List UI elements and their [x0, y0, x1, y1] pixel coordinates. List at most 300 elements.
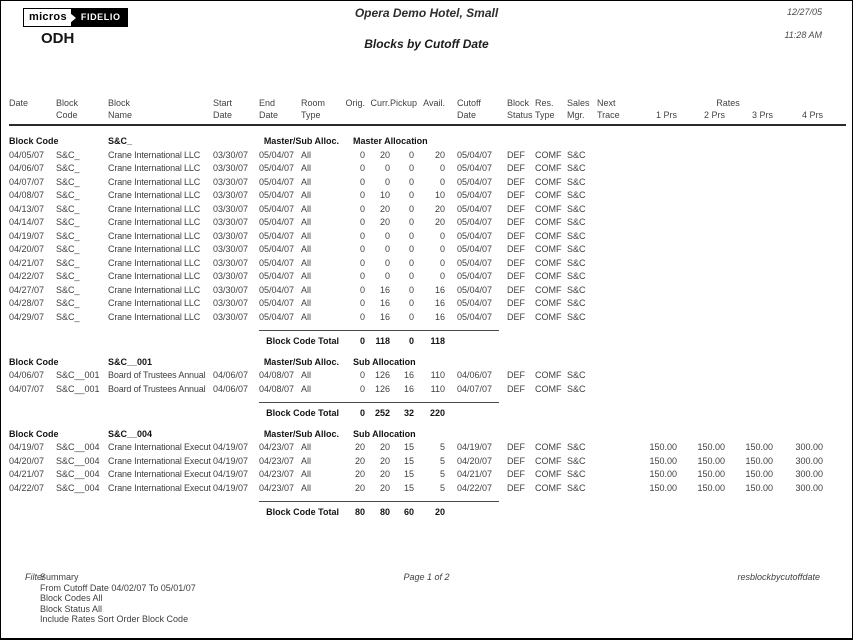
- data-row: [9, 216, 846, 230]
- cell-code: S&C_: [56, 271, 80, 281]
- cell-rate-2prs: [677, 311, 725, 325]
- cell-status: DEF: [507, 469, 525, 479]
- data-row: [9, 230, 846, 244]
- filter-summary-line: Block Codes All: [40, 593, 103, 603]
- cell-mgr: S&C: [567, 482, 586, 493]
- logo-micros-segment: micros: [24, 9, 71, 26]
- column-header-name-line2: Name: [108, 109, 213, 125]
- cell-rate-4prs: [773, 297, 823, 311]
- group-alloc-label: Master/Sub Alloc.: [263, 428, 339, 439]
- report-body: [1, 97, 852, 518]
- cell-mgr: S&C: [567, 190, 586, 200]
- cell-pickup: 15: [403, 455, 414, 466]
- cell-code: S&C__004: [56, 482, 100, 493]
- cell-trace: [597, 369, 633, 383]
- cell-start: 04/19/07: [213, 442, 249, 452]
- cell-name: Crane International LLC: [108, 190, 201, 200]
- cell-orig: 0: [359, 271, 365, 281]
- cell-pickup: 0: [408, 190, 414, 200]
- cell-date: 04/20/07: [9, 455, 45, 466]
- cell-cutoff: 05/04/07: [457, 271, 493, 281]
- cell-rate-1prs: [633, 162, 677, 176]
- total-line-end: [445, 501, 499, 518]
- cell-end: 05/04/07: [259, 230, 295, 241]
- column-header-code-line2: Code: [56, 109, 108, 125]
- cell-cutoff: 05/04/07: [457, 244, 493, 254]
- column-header-status-line2: Status: [499, 109, 533, 125]
- cell-date: 04/22/07: [9, 482, 45, 493]
- cell-room: All: [301, 149, 312, 160]
- total-label: Block Code Total: [259, 402, 343, 419]
- data-row: [9, 383, 846, 397]
- cell-trace: [597, 216, 633, 230]
- cell-mgr: S&C: [567, 383, 586, 394]
- cell-rate-2prs: 150.00: [697, 442, 725, 452]
- cell-status: DEF: [507, 190, 525, 200]
- block-code-total-row: [9, 501, 846, 518]
- cell-rate-4prs: [773, 162, 823, 176]
- cell-rate-1prs: [633, 243, 677, 257]
- cell-rate-4prs: [773, 243, 823, 257]
- cell-end: 04/23/07: [259, 455, 295, 466]
- cell-cutoff: 05/04/07: [457, 203, 493, 214]
- cell-rate-1prs: [633, 203, 677, 217]
- cell-date: 04/06/07: [9, 370, 45, 380]
- cell-mgr: S&C: [567, 284, 586, 295]
- cell-room: All: [301, 163, 312, 173]
- cell-mgr: S&C: [567, 370, 586, 380]
- column-header-trace-line2: Trace: [597, 109, 633, 125]
- cell-avail: 20: [434, 203, 445, 214]
- cell-code: S&C_: [56, 176, 80, 187]
- cell-code: S&C__004: [56, 442, 100, 452]
- cell-rate-4prs: [773, 203, 823, 217]
- cell-date: 04/08/07: [9, 190, 45, 200]
- cell-rate-4prs: 300.00: [795, 482, 824, 493]
- cell-date: 04/28/07: [9, 298, 45, 308]
- cell-status: DEF: [507, 203, 525, 214]
- cell-avail: 110: [430, 383, 445, 394]
- cell-curr: 126: [374, 383, 390, 394]
- cell-rate-2prs: [677, 189, 725, 203]
- cell-trace: [597, 297, 633, 311]
- cell-start: 04/19/07: [213, 469, 249, 479]
- data-row: [9, 162, 846, 176]
- cell-curr: 0: [384, 163, 390, 173]
- cell-curr: 0: [384, 230, 390, 241]
- cell-rate-2prs: [677, 243, 725, 257]
- cell-avail: 0: [439, 230, 445, 241]
- cell-res: COMF: [535, 271, 562, 281]
- data-row: [9, 311, 846, 325]
- cell-room: All: [301, 244, 312, 254]
- cell-res: COMF: [535, 149, 562, 160]
- cell-status: DEF: [507, 383, 525, 394]
- cell-trace: [597, 270, 633, 284]
- column-header-pickup-line2: [390, 109, 414, 125]
- cell-status: DEF: [507, 176, 525, 187]
- cell-curr: 20: [379, 217, 390, 227]
- cell-start: 03/30/07: [213, 230, 249, 241]
- cell-status: DEF: [507, 271, 525, 281]
- total-avail: 220: [414, 402, 445, 419]
- cell-rate-1prs: [633, 311, 677, 325]
- cell-rate-3prs: [725, 383, 773, 397]
- cell-status: DEF: [507, 217, 525, 227]
- cell-date: 04/21/07: [9, 257, 45, 268]
- cell-end: 04/23/07: [259, 482, 295, 493]
- cell-status: DEF: [507, 163, 525, 173]
- cell-rate-1prs: [633, 383, 677, 397]
- cell-status: DEF: [507, 442, 525, 452]
- column-header-rate-2prs-line2: 2 Prs: [677, 109, 725, 125]
- cell-orig: 20: [354, 455, 365, 466]
- group-alloc-type: Sub Allocation: [353, 428, 416, 439]
- cell-name: Crane International Execut: [108, 469, 211, 479]
- cell-cutoff: 04/22/07: [457, 482, 493, 493]
- cell-start: 03/30/07: [213, 163, 249, 173]
- cell-date: 04/29/07: [9, 311, 45, 322]
- cell-orig: 0: [359, 257, 365, 268]
- group-alloc-type: Master Allocation: [353, 136, 428, 146]
- cell-cutoff: 05/04/07: [457, 230, 493, 241]
- cell-mgr: S&C: [567, 442, 586, 452]
- cell-end: 05/04/07: [259, 176, 295, 187]
- cell-curr: 0: [384, 244, 390, 254]
- cell-orig: 0: [359, 203, 365, 214]
- cell-start: 03/30/07: [213, 217, 249, 227]
- total-lead-spacer: [9, 501, 259, 518]
- cell-rate-3prs: [725, 284, 773, 298]
- group-alloc-label: Master/Sub Alloc.: [263, 136, 339, 146]
- cell-filler: [823, 149, 846, 163]
- cell-status: DEF: [507, 370, 525, 380]
- cell-end: 04/23/07: [259, 469, 295, 479]
- cell-end: 05/04/07: [259, 257, 295, 268]
- cell-avail: 10: [434, 190, 445, 200]
- cell-orig: 0: [359, 370, 365, 380]
- cell-start: 04/06/07: [213, 370, 249, 380]
- group-header-row: [9, 347, 846, 370]
- cell-start: 03/30/07: [213, 203, 249, 214]
- filter-summary-line: Include Rates Sort Order Block Code: [40, 614, 189, 624]
- cell-date: 04/20/07: [9, 244, 45, 254]
- cell-orig: 0: [359, 176, 365, 187]
- cell-room: All: [301, 455, 312, 466]
- cell-avail: 5: [439, 469, 445, 479]
- cell-rate-3prs: [725, 369, 773, 383]
- cell-filler: [823, 383, 846, 397]
- cell-rate-3prs: [725, 203, 773, 217]
- cell-rate-4prs: [773, 311, 823, 325]
- cell-end: 05/04/07: [259, 271, 295, 281]
- cell-room: All: [301, 298, 312, 308]
- cell-code: S&C_: [56, 257, 80, 268]
- cell-avail: 16: [434, 298, 445, 308]
- group-label: Block Code: [9, 428, 59, 439]
- cell-rate-3prs: [725, 216, 773, 230]
- cell-room: All: [301, 469, 312, 479]
- cell-rate-3prs: [725, 189, 773, 203]
- cell-end: 05/04/07: [259, 298, 295, 308]
- cell-name: Crane International LLC: [108, 149, 201, 160]
- cell-pickup: 0: [408, 244, 414, 254]
- cell-curr: 20: [379, 469, 390, 479]
- column-header-cutoff-line2: Date: [445, 109, 499, 125]
- cell-rate-2prs: [677, 216, 725, 230]
- cell-rate-4prs: [773, 216, 823, 230]
- column-headers: [9, 97, 846, 125]
- data-row: [9, 189, 846, 203]
- cell-room: All: [301, 203, 312, 214]
- total-label: Block Code Total: [259, 330, 343, 347]
- report-file-name: resblockbycutoffdate: [737, 572, 820, 582]
- cell-cutoff: 05/04/07: [457, 284, 493, 295]
- cell-date: 04/19/07: [9, 230, 45, 241]
- cell-avail: 5: [439, 482, 445, 493]
- cell-mgr: S&C: [567, 163, 586, 173]
- cell-rate-2prs: [677, 149, 725, 163]
- cell-mgr: S&C: [567, 469, 586, 479]
- cell-cutoff: 05/04/07: [457, 190, 493, 200]
- cell-date: 04/13/07: [9, 203, 45, 214]
- cell-mgr: S&C: [567, 257, 586, 268]
- cell-rate-4prs: [773, 149, 823, 163]
- cell-curr: 20: [379, 482, 390, 493]
- page-indicator: Page 1 of 2: [403, 572, 450, 582]
- cell-rate-2prs: [677, 284, 725, 298]
- column-header-filler: [823, 109, 846, 125]
- cell-room: All: [301, 311, 312, 322]
- cell-trace: [597, 203, 633, 217]
- cell-rate-3prs: [725, 149, 773, 163]
- cell-res: COMF: [535, 190, 562, 200]
- column-header-end-line2: Date: [259, 109, 301, 125]
- column-header-date-line2: [9, 109, 56, 125]
- cell-filler: [823, 369, 846, 383]
- cell-name: Board of Trustees Annual: [108, 383, 206, 394]
- cell-avail: 5: [439, 442, 445, 452]
- group-alloc-label: Master/Sub Alloc.: [263, 356, 339, 367]
- cell-curr: 10: [379, 190, 390, 200]
- cell-orig: 20: [354, 442, 365, 452]
- cell-rate-2prs: [677, 203, 725, 217]
- cell-name: Crane International LLC: [108, 284, 201, 295]
- cell-start: 03/30/07: [213, 149, 249, 160]
- cell-cutoff: 05/04/07: [457, 217, 493, 227]
- cell-avail: 0: [439, 257, 445, 268]
- cell-rate-3prs: [725, 176, 773, 190]
- cell-trace: [597, 455, 633, 469]
- filter-summary-line: Block Status All: [40, 603, 103, 614]
- cell-pickup: 15: [403, 442, 414, 452]
- cell-date: 04/19/07: [9, 442, 45, 452]
- cell-rate-4prs: 300.00: [795, 442, 824, 452]
- cell-avail: 0: [439, 244, 445, 254]
- cell-filler: [823, 203, 846, 217]
- data-row: [9, 270, 846, 284]
- cell-code: S&C_: [56, 203, 80, 214]
- cell-name: Crane International Execut: [108, 482, 211, 493]
- cell-rate-2prs: [677, 383, 725, 397]
- data-row: [9, 284, 846, 298]
- cell-filler: [823, 441, 846, 455]
- cell-rate-1prs: 150.00: [649, 455, 677, 466]
- cell-rate-1prs: 150.00: [649, 482, 677, 493]
- column-header-curr: Curr.: [370, 98, 390, 108]
- total-pickup: 60: [390, 501, 414, 518]
- cell-filler: [823, 216, 846, 230]
- cell-code: S&C_: [56, 284, 80, 295]
- cell-rate-4prs: [773, 176, 823, 190]
- cell-res: COMF: [535, 217, 562, 227]
- cell-name: Crane International Execut: [108, 442, 211, 452]
- cell-trace: [597, 441, 633, 455]
- cell-pickup: 0: [408, 176, 414, 187]
- column-header-res-line2: Type: [533, 109, 567, 125]
- cell-trace: [597, 311, 633, 325]
- total-trail-spacer: [499, 330, 846, 347]
- cell-res: COMF: [535, 311, 562, 322]
- total-orig: 0: [343, 330, 365, 347]
- cell-name: Crane International LLC: [108, 203, 201, 214]
- cell-trace: [597, 383, 633, 397]
- group-alloc-type: Sub Allocation: [353, 356, 416, 367]
- cell-avail: 0: [439, 163, 445, 173]
- cell-rate-2prs: 150.00: [697, 455, 725, 466]
- cell-pickup: 0: [408, 298, 414, 308]
- cell-cutoff: 05/04/07: [457, 257, 493, 268]
- cell-name: Crane International LLC: [108, 163, 201, 173]
- data-row: [9, 369, 846, 383]
- cell-rate-3prs: [725, 162, 773, 176]
- cell-cutoff: 04/21/07: [457, 469, 493, 479]
- cell-orig: 20: [354, 482, 365, 493]
- cell-trace: [597, 284, 633, 298]
- cell-room: All: [301, 383, 312, 394]
- cell-pickup: 0: [408, 163, 414, 173]
- cell-curr: 16: [379, 311, 390, 322]
- cell-rate-3prs: [725, 297, 773, 311]
- group-header-spacer: [445, 125, 846, 149]
- cell-rate-4prs: [773, 369, 823, 383]
- cell-trace: [597, 468, 633, 482]
- block-code-total-row: [9, 330, 846, 347]
- cell-rate-3prs: [725, 230, 773, 244]
- cell-end: 05/04/07: [259, 163, 295, 173]
- block-code-total-row: [9, 402, 846, 419]
- cell-rate-2prs: [677, 162, 725, 176]
- cell-rate-4prs: [773, 257, 823, 271]
- cell-end: 04/08/07: [259, 370, 295, 380]
- data-row: [9, 176, 846, 190]
- cell-mgr: S&C: [567, 176, 586, 187]
- cell-end: 05/04/07: [259, 284, 295, 295]
- total-orig: 80: [343, 501, 365, 518]
- header-row-1: [9, 97, 846, 109]
- cell-rate-4prs: 300.00: [795, 469, 824, 479]
- cell-code: S&C__004: [56, 469, 100, 479]
- column-header-avail: Avail.: [423, 98, 445, 108]
- data-row: [9, 243, 846, 257]
- total-lead-spacer: [9, 330, 259, 347]
- total-line-end: [445, 402, 499, 419]
- total-pickup: 0: [390, 330, 414, 347]
- column-header-res: Res.: [535, 98, 554, 108]
- cell-res: COMF: [535, 455, 562, 466]
- cell-status: DEF: [507, 257, 525, 268]
- cell-rate-1prs: 150.00: [649, 469, 677, 479]
- cell-start: 04/19/07: [213, 455, 249, 466]
- cell-room: All: [301, 370, 312, 380]
- data-row: [9, 297, 846, 311]
- column-header-rate-3prs-line2: 3 Prs: [725, 109, 773, 125]
- header-row-2: [9, 109, 846, 125]
- cell-orig: 0: [359, 190, 365, 200]
- cell-curr: 0: [384, 257, 390, 268]
- cell-res: COMF: [535, 203, 562, 214]
- cell-cutoff: 05/04/07: [457, 311, 493, 322]
- blocks-table: [9, 97, 846, 518]
- cell-rate-3prs: [725, 257, 773, 271]
- cell-pickup: 0: [408, 217, 414, 227]
- cell-res: COMF: [535, 482, 562, 493]
- cell-rate-4prs: [773, 230, 823, 244]
- cell-rate-3prs: [725, 270, 773, 284]
- cell-rate-3prs: 150.00: [745, 442, 773, 452]
- cell-mgr: S&C: [567, 455, 586, 466]
- cell-rate-1prs: [633, 149, 677, 163]
- cell-rate-3prs: 150.00: [745, 455, 773, 466]
- cell-orig: 0: [359, 217, 365, 227]
- cell-rate-1prs: 150.00: [649, 442, 677, 452]
- cell-start: 03/30/07: [213, 271, 249, 281]
- cell-name: Crane International Execut: [108, 455, 211, 466]
- column-header-rate-4prs-line2: 4 Prs: [773, 109, 823, 125]
- cell-room: All: [301, 271, 312, 281]
- cell-mgr: S&C: [567, 244, 586, 254]
- cell-name: Crane International LLC: [108, 217, 201, 227]
- cell-filler: [823, 189, 846, 203]
- cell-mgr: S&C: [567, 271, 586, 281]
- cell-room: All: [301, 284, 312, 295]
- cell-trace: [597, 176, 633, 190]
- cell-pickup: 0: [408, 230, 414, 241]
- data-row: [9, 149, 846, 163]
- cell-filler: [823, 230, 846, 244]
- column-header-room-line2: Type: [301, 109, 343, 125]
- cell-trace: [597, 257, 633, 271]
- cell-rate-1prs: [633, 230, 677, 244]
- cell-rate-3prs: [725, 311, 773, 325]
- cell-filler: [823, 297, 846, 311]
- cell-room: All: [301, 217, 312, 227]
- group-label: Block Code: [9, 136, 59, 146]
- cell-status: DEF: [507, 230, 525, 241]
- cell-code: S&C__004: [56, 455, 100, 466]
- cell-code: S&C_: [56, 311, 80, 322]
- cell-avail: 16: [434, 311, 445, 322]
- cell-status: DEF: [507, 284, 525, 295]
- cell-date: 04/21/07: [9, 469, 45, 479]
- cell-filler: [823, 243, 846, 257]
- total-trail-spacer: [499, 501, 846, 518]
- cell-rate-1prs: [633, 284, 677, 298]
- cell-rate-1prs: [633, 189, 677, 203]
- cell-room: All: [301, 442, 312, 452]
- column-header-rates: Rates: [716, 98, 740, 108]
- cell-start: 04/19/07: [213, 482, 249, 493]
